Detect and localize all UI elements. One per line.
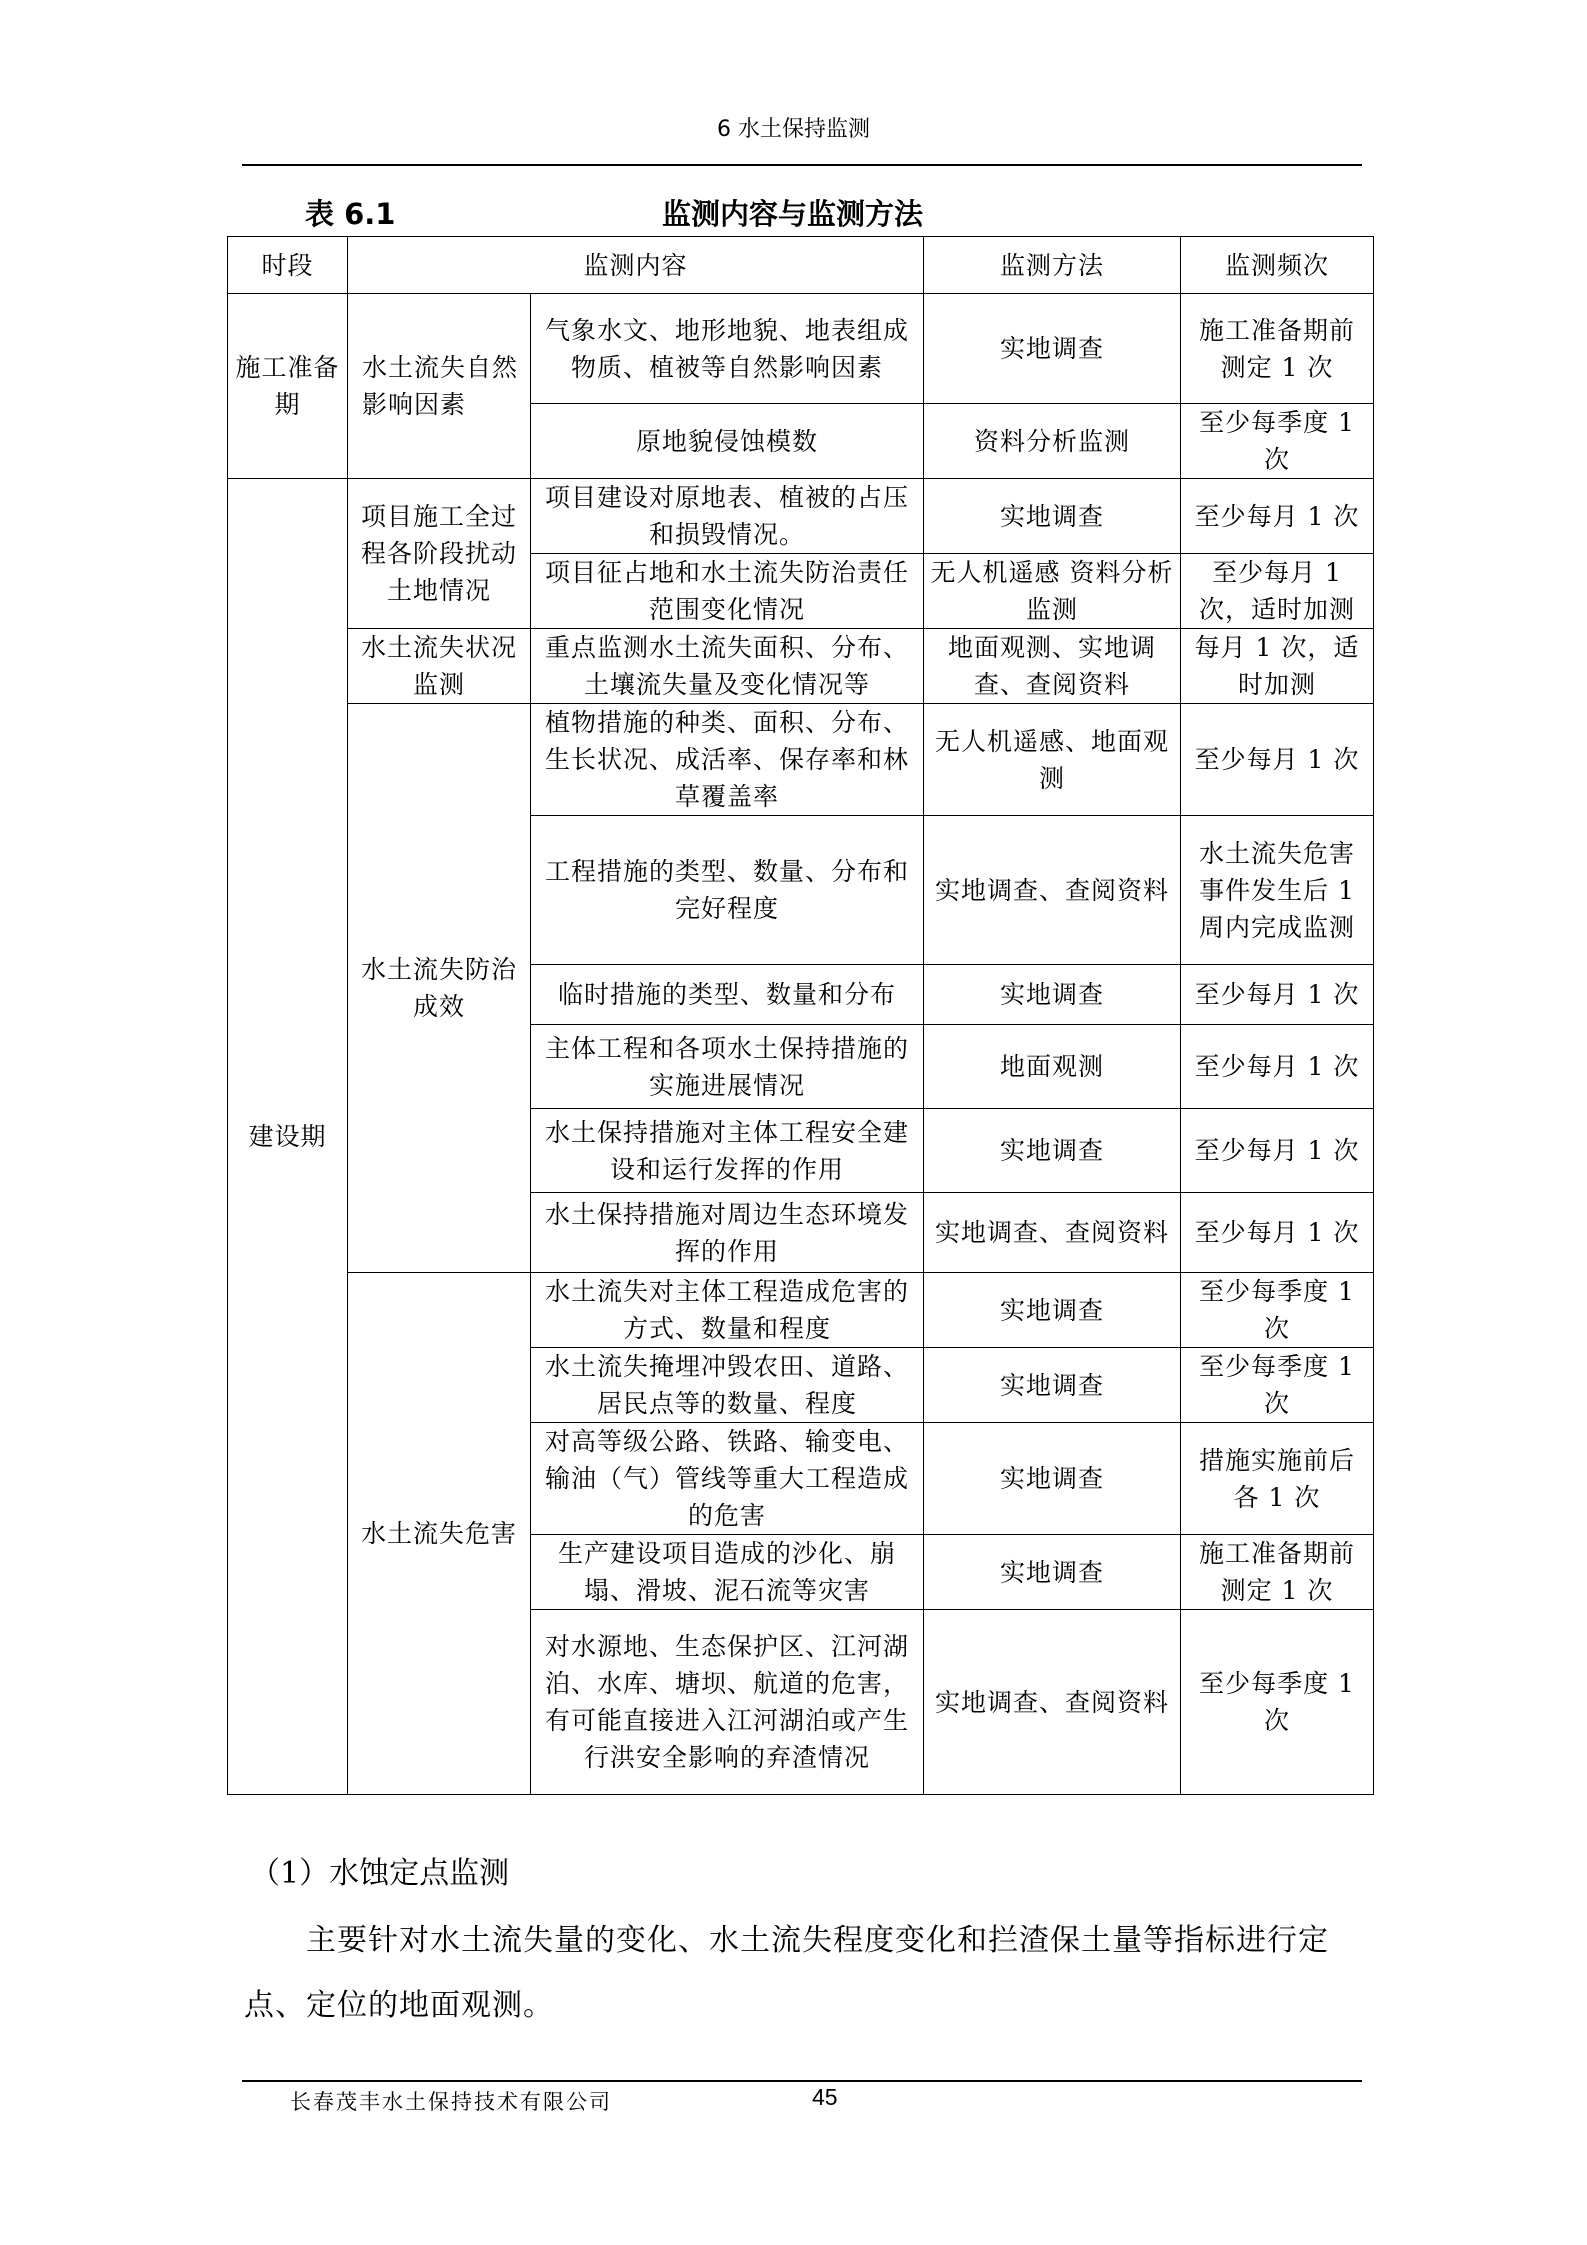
item-cell: 水土保持措施对周边生态环境发挥的作用 (531, 1193, 924, 1273)
header-period: 时段 (228, 237, 348, 294)
method-cell: 无人机遥感、地面观测 (924, 704, 1181, 816)
method-cell: 实地调查、查阅资料 (924, 816, 1181, 965)
category-cell: 水土流失状况监测 (348, 629, 531, 704)
category-cell: 项目施工全过程各阶段扰动土地情况 (348, 479, 531, 629)
table-row (228, 1273, 1374, 1348)
table-row (228, 294, 1374, 404)
item-cell: 对水源地、生态保护区、江河湖泊、水库、塘坝、航道的危害，有可能直接进入江河湖泊或产生行洪安全影响的弃渣情况 (531, 1610, 924, 1795)
frequency-cell: 至少每季度 1 次 (1181, 1610, 1374, 1795)
method-cell: 实地调查 (924, 1273, 1181, 1348)
table-number: 表 6.1 (305, 197, 396, 231)
frequency-cell: 至少每月 1 次，适时加测 (1181, 554, 1374, 629)
frequency-cell: 每月 1 次，适时加测 (1181, 629, 1374, 704)
frequency-cell: 至少每月 1 次 (1181, 704, 1374, 816)
method-cell: 实地调查 (924, 1535, 1181, 1610)
item-cell: 工程措施的类型、数量、分布和完好程度 (531, 816, 924, 965)
item-cell: 重点监测水土流失面积、分布、土壤流失量及变化情况等 (531, 629, 924, 704)
monitoring-table (227, 236, 1374, 1795)
item-cell: 气象水文、地形地貌、地表组成物质、植被等自然影响因素 (531, 294, 924, 404)
table-header-row (228, 237, 1374, 294)
method-cell: 实地调查 (924, 294, 1181, 404)
item-cell: 水土保持措施对主体工程安全建设和运行发挥的作用 (531, 1109, 924, 1193)
item-cell: 主体工程和各项水土保持措施的实施进展情况 (531, 1025, 924, 1109)
period-cell: 施工准备期 (228, 294, 348, 479)
item-cell: 临时措施的类型、数量和分布 (531, 965, 924, 1025)
category-cell: 水土流失防治成效 (348, 704, 531, 1273)
frequency-cell: 至少每月 1 次 (1181, 1109, 1374, 1193)
table-title: 监测内容与监测方法 (662, 197, 924, 231)
frequency-cell: 至少每季度 1 次 (1181, 404, 1374, 479)
section-heading: （1）水蚀定点监测 (250, 1856, 510, 1891)
item-cell: 项目建设对原地表、植被的占压和损毁情况。 (531, 479, 924, 554)
frequency-cell: 至少每季度 1 次 (1181, 1273, 1374, 1348)
frequency-cell: 至少每月 1 次 (1181, 965, 1374, 1025)
method-cell: 实地调查 (924, 479, 1181, 554)
page-header-title: 6 水土保持监测 (717, 117, 870, 142)
method-cell: 实地调查、查阅资料 (924, 1193, 1181, 1273)
header-method: 监测方法 (924, 237, 1181, 294)
table-caption (305, 192, 1065, 232)
header-content: 监测内容 (348, 237, 924, 294)
table-row (228, 704, 1374, 816)
item-cell: 生产建设项目造成的沙化、崩塌、滑坡、泥石流等灾害 (531, 1535, 924, 1610)
footer-company: 长春茂丰水土保持技术有限公司 (290, 2090, 612, 2114)
category-cell: 水土流失自然影响因素 (348, 294, 531, 479)
frequency-cell: 施工准备期前测定 1 次 (1181, 1535, 1374, 1610)
method-cell: 地面观测、实地调查、查阅资料 (924, 629, 1181, 704)
paragraph-line-2: 点、定位的地面观测。 (244, 1988, 554, 2023)
item-cell: 植物措施的种类、面积、分布、生长状况、成活率、保存率和林草覆盖率 (531, 704, 924, 816)
table-row (228, 629, 1374, 704)
item-cell: 原地貌侵蚀模数 (531, 404, 924, 479)
frequency-cell: 至少每季度 1 次 (1181, 1348, 1374, 1423)
method-cell: 无人机遥感 资料分析监测 (924, 554, 1181, 629)
method-cell: 实地调查 (924, 1109, 1181, 1193)
period-cell: 建设期 (228, 479, 348, 1795)
frequency-cell: 水土流失危害事件发生后 1 周内完成监测 (1181, 816, 1374, 965)
method-cell: 实地调查 (924, 965, 1181, 1025)
frequency-cell: 施工准备期前测定 1 次 (1181, 294, 1374, 404)
paragraph-line-1: 主要针对水土流失量的变化、水土流失程度变化和拦渣保土量等指标进行定 (306, 1923, 1329, 1958)
item-cell: 水土流失对主体工程造成危害的方式、数量和程度 (531, 1273, 924, 1348)
frequency-cell: 措施实施前后各 1 次 (1181, 1423, 1374, 1535)
method-cell: 实地调查、查阅资料 (924, 1610, 1181, 1795)
method-cell: 地面观测 (924, 1025, 1181, 1109)
frequency-cell: 至少每月 1 次 (1181, 479, 1374, 554)
item-cell: 项目征占地和水土流失防治责任范围变化情况 (531, 554, 924, 629)
frequency-cell: 至少每月 1 次 (1181, 1193, 1374, 1273)
page-number: 45 (812, 2084, 838, 2110)
frequency-cell: 至少每月 1 次 (1181, 1025, 1374, 1109)
footer-divider (242, 2080, 1362, 2082)
header-frequency: 监测频次 (1181, 237, 1374, 294)
header-divider (242, 164, 1362, 166)
item-cell: 对高等级公路、铁路、输变电、输油（气）管线等重大工程造成的危害 (531, 1423, 924, 1535)
category-cell: 水土流失危害 (348, 1273, 531, 1795)
item-cell: 水土流失掩埋冲毁农田、道路、居民点等的数量、程度 (531, 1348, 924, 1423)
table-row (228, 479, 1374, 554)
method-cell: 资料分析监测 (924, 404, 1181, 479)
method-cell: 实地调查 (924, 1423, 1181, 1535)
method-cell: 实地调查 (924, 1348, 1181, 1423)
